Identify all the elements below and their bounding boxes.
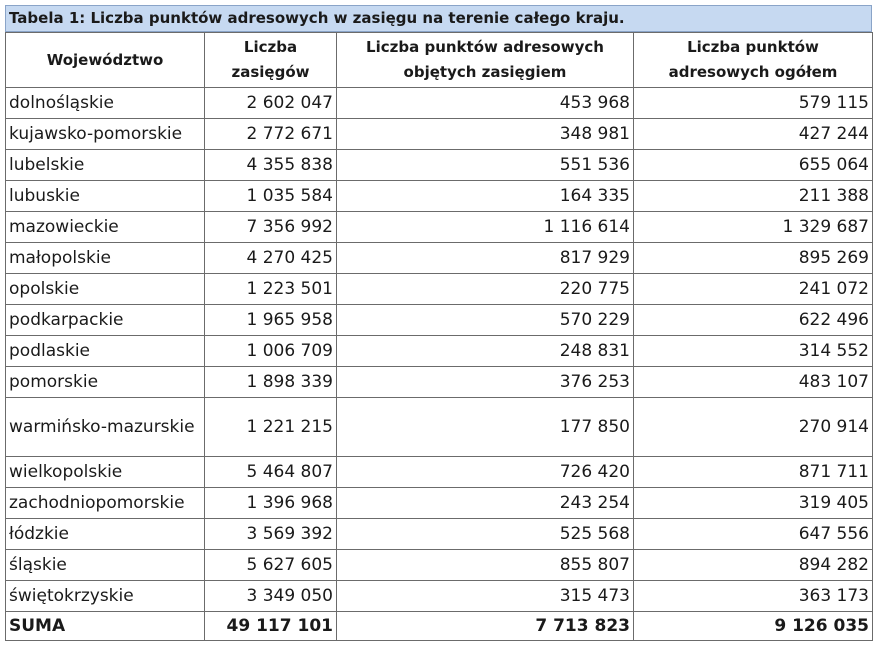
cell-coverage-count: 7 356 992 xyxy=(205,212,337,243)
cell-voivodeship: zachodniopomorskie xyxy=(6,488,205,519)
cell-coverage-count: 3 349 050 xyxy=(205,581,337,612)
cell-coverage-count: 4 270 425 xyxy=(205,243,337,274)
cell-covered-points: 315 473 xyxy=(337,581,634,612)
table-row xyxy=(6,457,873,488)
table-row xyxy=(6,274,873,305)
cell-covered-points: 570 229 xyxy=(337,305,634,336)
cell-total-points: 363 173 xyxy=(634,581,873,612)
cell-coverage-count: 1 898 339 xyxy=(205,367,337,398)
cell-total-points: 319 405 xyxy=(634,488,873,519)
table-row xyxy=(6,488,873,519)
cell-covered-points: 220 775 xyxy=(337,274,634,305)
table-container xyxy=(5,5,872,641)
header-covered-points: Liczba punktów adresowych objętych zasięgiem xyxy=(337,33,634,88)
cell-covered-points: 525 568 xyxy=(337,519,634,550)
cell-covered-points: 243 254 xyxy=(337,488,634,519)
cell-total-points: 427 244 xyxy=(634,119,873,150)
table-row xyxy=(6,398,873,457)
total-covered-points: 7 713 823 xyxy=(337,612,634,641)
cell-total-points: 622 496 xyxy=(634,305,873,336)
cell-voivodeship: podlaskie xyxy=(6,336,205,367)
cell-voivodeship: wielkopolskie xyxy=(6,457,205,488)
cell-covered-points: 551 536 xyxy=(337,150,634,181)
table-row xyxy=(6,519,873,550)
table-caption: Tabela 1: Liczba punktów adresowych w zasięgu na terenie całego kraju. xyxy=(5,5,872,32)
cell-total-points: 655 064 xyxy=(634,150,873,181)
cell-covered-points: 453 968 xyxy=(337,88,634,119)
cell-coverage-count: 5 627 605 xyxy=(205,550,337,581)
header-total-points: Liczba punktów adresowych ogółem xyxy=(634,33,873,88)
table-row xyxy=(6,88,873,119)
cell-total-points: 314 552 xyxy=(634,336,873,367)
cell-coverage-count: 1 035 584 xyxy=(205,181,337,212)
cell-voivodeship: pomorskie xyxy=(6,367,205,398)
table-row xyxy=(6,212,873,243)
cell-coverage-count: 1 006 709 xyxy=(205,336,337,367)
cell-voivodeship: lubelskie xyxy=(6,150,205,181)
cell-voivodeship: łódzkie xyxy=(6,519,205,550)
cell-voivodeship: dolnośląskie xyxy=(6,88,205,119)
cell-coverage-count: 1 396 968 xyxy=(205,488,337,519)
cell-voivodeship: opolskie xyxy=(6,274,205,305)
table-row xyxy=(6,181,873,212)
cell-covered-points: 348 981 xyxy=(337,119,634,150)
cell-coverage-count: 2 772 671 xyxy=(205,119,337,150)
cell-coverage-count: 1 223 501 xyxy=(205,274,337,305)
cell-total-points: 483 107 xyxy=(634,367,873,398)
cell-covered-points: 177 850 xyxy=(337,398,634,457)
table-row xyxy=(6,305,873,336)
cell-covered-points: 248 831 xyxy=(337,336,634,367)
cell-voivodeship: warmińsko-mazurskie xyxy=(6,398,205,457)
total-label: SUMA xyxy=(6,612,205,641)
total-total-points: 9 126 035 xyxy=(634,612,873,641)
header-voivodeship: Województwo xyxy=(6,33,205,88)
cell-coverage-count: 1 965 958 xyxy=(205,305,337,336)
header-coverage-count: Liczba zasięgów xyxy=(205,33,337,88)
cell-covered-points: 855 807 xyxy=(337,550,634,581)
cell-total-points: 647 556 xyxy=(634,519,873,550)
cell-total-points: 270 914 xyxy=(634,398,873,457)
cell-total-points: 1 329 687 xyxy=(634,212,873,243)
table-row xyxy=(6,367,873,398)
cell-coverage-count: 5 464 807 xyxy=(205,457,337,488)
cell-voivodeship: mazowieckie xyxy=(6,212,205,243)
cell-covered-points: 1 116 614 xyxy=(337,212,634,243)
cell-total-points: 241 072 xyxy=(634,274,873,305)
cell-coverage-count: 3 569 392 xyxy=(205,519,337,550)
cell-covered-points: 376 253 xyxy=(337,367,634,398)
cell-voivodeship: lubuskie xyxy=(6,181,205,212)
cell-voivodeship: małopolskie xyxy=(6,243,205,274)
cell-total-points: 894 282 xyxy=(634,550,873,581)
cell-total-points: 871 711 xyxy=(634,457,873,488)
cell-covered-points: 817 929 xyxy=(337,243,634,274)
cell-coverage-count: 4 355 838 xyxy=(205,150,337,181)
table-row xyxy=(6,550,873,581)
cell-total-points: 211 388 xyxy=(634,181,873,212)
cell-voivodeship: kujawsko-pomorskie xyxy=(6,119,205,150)
cell-coverage-count: 2 602 047 xyxy=(205,88,337,119)
cell-total-points: 579 115 xyxy=(634,88,873,119)
cell-total-points: 895 269 xyxy=(634,243,873,274)
cell-covered-points: 726 420 xyxy=(337,457,634,488)
cell-voivodeship: śląskie xyxy=(6,550,205,581)
cell-covered-points: 164 335 xyxy=(337,181,634,212)
table-row xyxy=(6,150,873,181)
table-row xyxy=(6,119,873,150)
total-row xyxy=(6,612,873,641)
table-row xyxy=(6,336,873,367)
cell-voivodeship: podkarpackie xyxy=(6,305,205,336)
address-points-table xyxy=(5,32,873,641)
header-row xyxy=(6,33,873,88)
table-row xyxy=(6,581,873,612)
cell-coverage-count: 1 221 215 xyxy=(205,398,337,457)
table-row xyxy=(6,243,873,274)
total-coverage-count: 49 117 101 xyxy=(205,612,337,641)
cell-voivodeship: świętokrzyskie xyxy=(6,581,205,612)
table-body xyxy=(6,88,873,641)
